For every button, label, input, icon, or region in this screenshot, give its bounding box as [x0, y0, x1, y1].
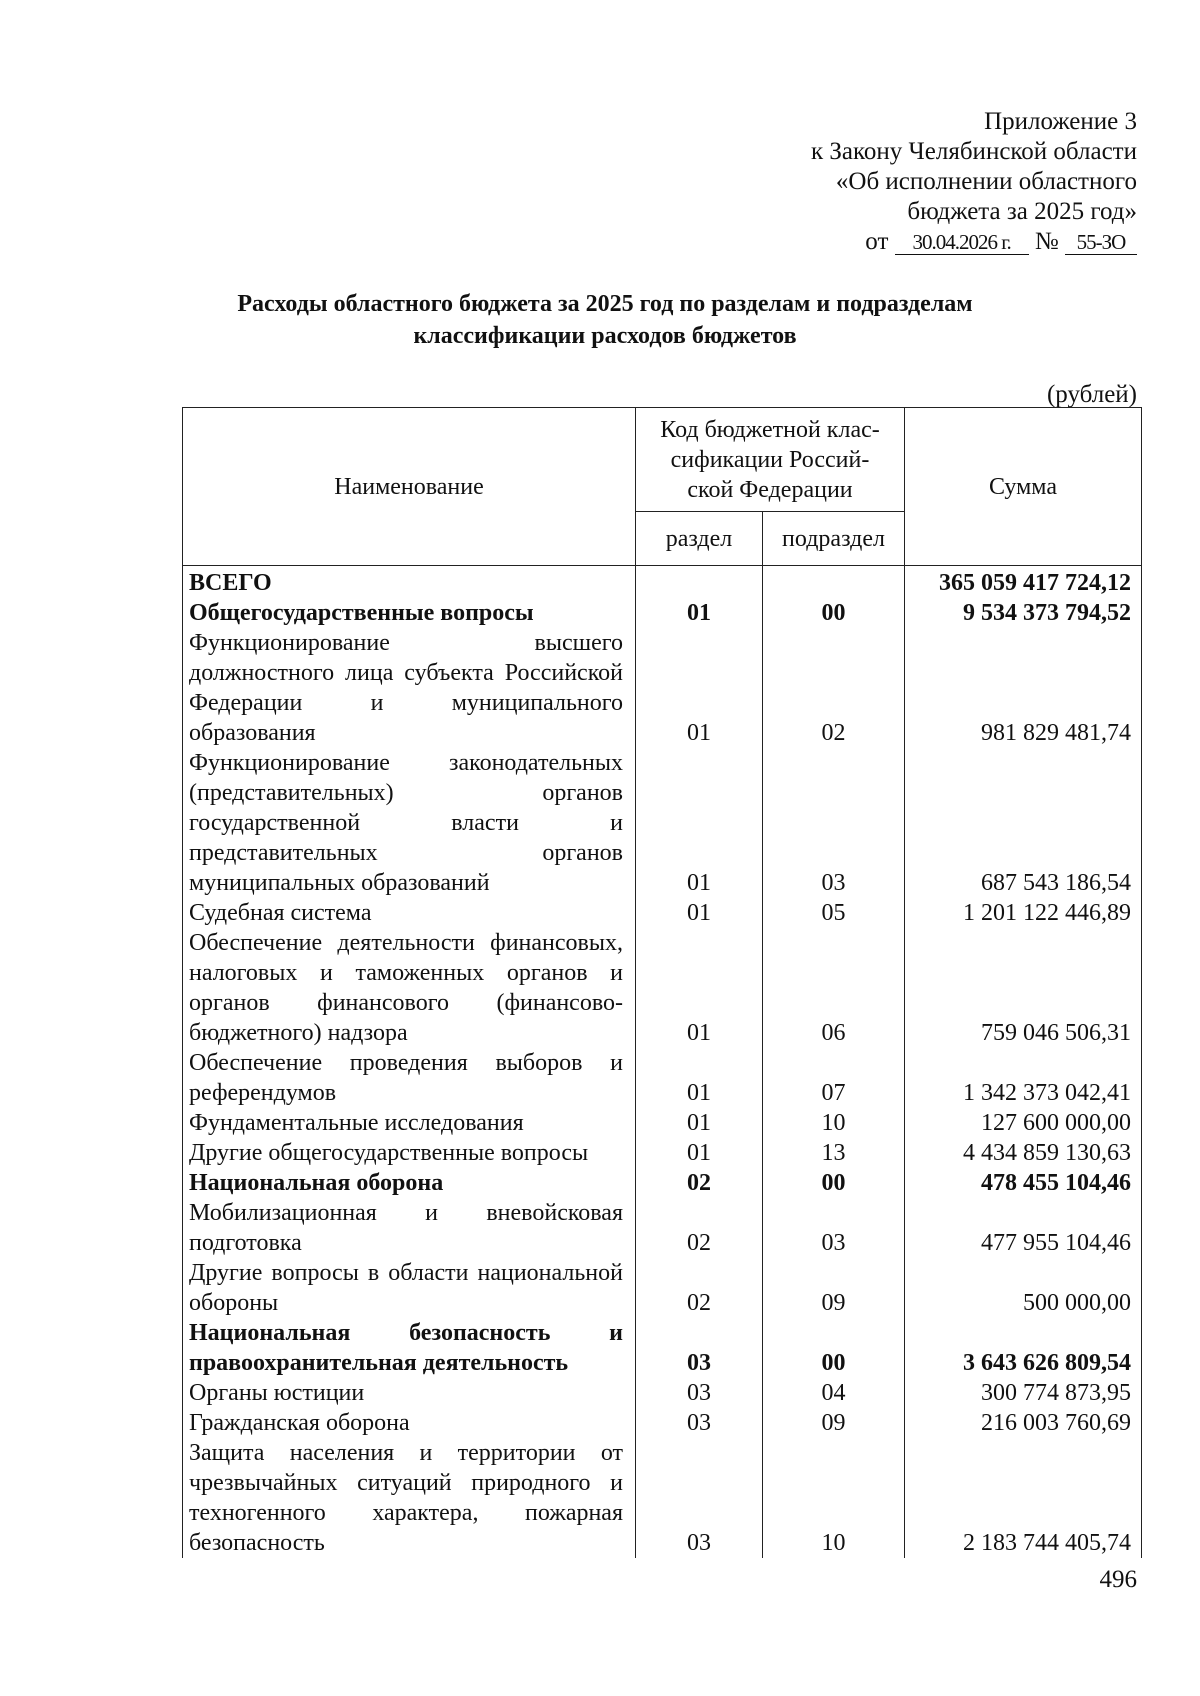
- row-subsection-code: 05: [763, 898, 905, 928]
- row-subsection-code: 00: [763, 598, 905, 628]
- row-sum: 687 543 186,54: [905, 748, 1142, 898]
- table-row: [183, 1438, 1142, 1558]
- table-row: [183, 1048, 1142, 1108]
- row-sum: 300 774 873,95: [905, 1378, 1142, 1408]
- row-sum: 478 455 104,46: [905, 1168, 1142, 1198]
- expenses-table: [182, 407, 1142, 1558]
- row-subsection-code: [763, 566, 905, 599]
- row-section-code: 01: [636, 928, 763, 1048]
- row-subsection-code: 00: [763, 1318, 905, 1378]
- row-name: Национальная безопасность и правоохранительная деятельность: [183, 1318, 636, 1378]
- table-body: [183, 566, 1142, 1559]
- row-name: Обеспечение деятельности финансовых, налоговых и таможенных органов и органов финансового (финансово-бюджетного) надзора: [183, 928, 636, 1048]
- row-subsection-code: 00: [763, 1168, 905, 1198]
- law-number: 55-ЗО: [1065, 230, 1137, 255]
- table-row: [183, 1258, 1142, 1318]
- row-name: Мобилизационная и вневойсковая подготовка: [183, 1198, 636, 1258]
- row-section-code: 01: [636, 1108, 763, 1138]
- row-sum: 500 000,00: [905, 1258, 1142, 1318]
- row-sum: 477 955 104,46: [905, 1198, 1142, 1258]
- table-row: [183, 598, 1142, 628]
- row-section-code: 02: [636, 1168, 763, 1198]
- row-subsection-code: 07: [763, 1048, 905, 1108]
- row-sum: 9 534 373 794,52: [905, 598, 1142, 628]
- row-name: Функционирование высшего должностного лица субъекта Российской Федерации и муниципального образования: [183, 628, 636, 748]
- row-subsection-code: 13: [763, 1138, 905, 1168]
- row-name: Общегосударственные вопросы: [183, 598, 636, 628]
- table-row: [183, 1408, 1142, 1438]
- appendix-line: бюджета за 2025 год»: [907, 198, 1137, 225]
- column-header-sum: Сумма: [905, 408, 1142, 566]
- table-row: [183, 566, 1142, 599]
- row-name: ВСЕГО: [183, 566, 636, 599]
- row-section-code: 01: [636, 748, 763, 898]
- table-row: [183, 1168, 1142, 1198]
- table-row: [183, 898, 1142, 928]
- row-section-code: 01: [636, 898, 763, 928]
- row-sum: 759 046 506,31: [905, 928, 1142, 1048]
- column-header-name: Наименование: [183, 408, 636, 566]
- row-name: Гражданская оборона: [183, 1408, 636, 1438]
- row-subsection-code: 10: [763, 1108, 905, 1138]
- row-subsection-code: 06: [763, 928, 905, 1048]
- column-header-section: раздел: [636, 512, 763, 566]
- units-label: (рублей): [1046, 381, 1137, 408]
- appendix-reference: [717, 107, 1137, 257]
- number-prefix: №: [1034, 228, 1059, 255]
- row-section-code: 03: [636, 1408, 763, 1438]
- title-line: классификации расходов бюджетов: [413, 323, 797, 349]
- row-sum: 127 600 000,00: [905, 1108, 1142, 1138]
- row-sum: 3 643 626 809,54: [905, 1318, 1142, 1378]
- row-sum: 216 003 760,69: [905, 1408, 1142, 1438]
- column-header-code-group: [636, 408, 905, 512]
- table-header: [183, 408, 1142, 566]
- code-group-line: сификации Россий-: [670, 446, 870, 473]
- row-sum: 4 434 859 130,63: [905, 1138, 1142, 1168]
- row-subsection-code: 10: [763, 1438, 905, 1558]
- row-section-code: 03: [636, 1318, 763, 1378]
- row-name: Органы юстиции: [183, 1378, 636, 1408]
- row-name: Обеспечение проведения выборов и референдумов: [183, 1048, 636, 1108]
- row-subsection-code: 09: [763, 1408, 905, 1438]
- table-row: [183, 1108, 1142, 1138]
- row-name: Национальная оборона: [183, 1168, 636, 1198]
- document-title: [180, 288, 1030, 352]
- row-sum: 2 183 744 405,74: [905, 1438, 1142, 1558]
- row-section-code: 01: [636, 628, 763, 748]
- table-row: [183, 1138, 1142, 1168]
- row-section-code: 01: [636, 598, 763, 628]
- row-name: Фундаментальные исследования: [183, 1108, 636, 1138]
- table-row: [183, 748, 1142, 898]
- row-subsection-code: 02: [763, 628, 905, 748]
- law-date-number-line: [717, 227, 1137, 257]
- row-sum: 981 829 481,74: [905, 628, 1142, 748]
- row-section-code: 02: [636, 1258, 763, 1318]
- row-section-code: 03: [636, 1438, 763, 1558]
- row-subsection-code: 04: [763, 1378, 905, 1408]
- table-row: [183, 1318, 1142, 1378]
- row-sum: 1 201 122 446,89: [905, 898, 1142, 928]
- table-row: [183, 1378, 1142, 1408]
- date-prefix: от: [865, 228, 889, 255]
- appendix-line: Приложение 3: [984, 108, 1137, 135]
- row-section-code: 03: [636, 1378, 763, 1408]
- code-group-line: Код бюджетной клас-: [660, 416, 880, 443]
- appendix-line: к Закону Челябинской области: [811, 138, 1137, 165]
- row-section-code: 01: [636, 1138, 763, 1168]
- row-name: Другие общегосударственные вопросы: [183, 1138, 636, 1168]
- row-subsection-code: 03: [763, 1198, 905, 1258]
- row-section-code: 02: [636, 1198, 763, 1258]
- table-row: [183, 928, 1142, 1048]
- law-date: 30.04.2026 г.: [895, 230, 1029, 255]
- title-line: Расходы областного бюджета за 2025 год по разделам и подразделам: [237, 291, 973, 317]
- row-name: Защита населения и территории от чрезвычайных ситуаций природного и техногенного характера, пожарная безопасность: [183, 1438, 636, 1558]
- row-name: Другие вопросы в области национальной обороны: [183, 1258, 636, 1318]
- row-section-code: [636, 566, 763, 599]
- table-row: [183, 1198, 1142, 1258]
- appendix-line: «Об исполнении областного: [835, 168, 1137, 195]
- row-name: Судебная система: [183, 898, 636, 928]
- row-section-code: 01: [636, 1048, 763, 1108]
- row-subsection-code: 09: [763, 1258, 905, 1318]
- row-subsection-code: 03: [763, 748, 905, 898]
- page-number: 496: [1099, 1566, 1137, 1593]
- column-header-subsection: подраздел: [763, 512, 905, 566]
- row-sum: 365 059 417 724,12: [905, 566, 1142, 599]
- row-sum: 1 342 373 042,41: [905, 1048, 1142, 1108]
- row-name: Функционирование законодательных (представительных) органов государственной власти и представительных органов муниципальных образований: [183, 748, 636, 898]
- table-row: [183, 628, 1142, 748]
- code-group-line: ской Федерации: [687, 476, 853, 503]
